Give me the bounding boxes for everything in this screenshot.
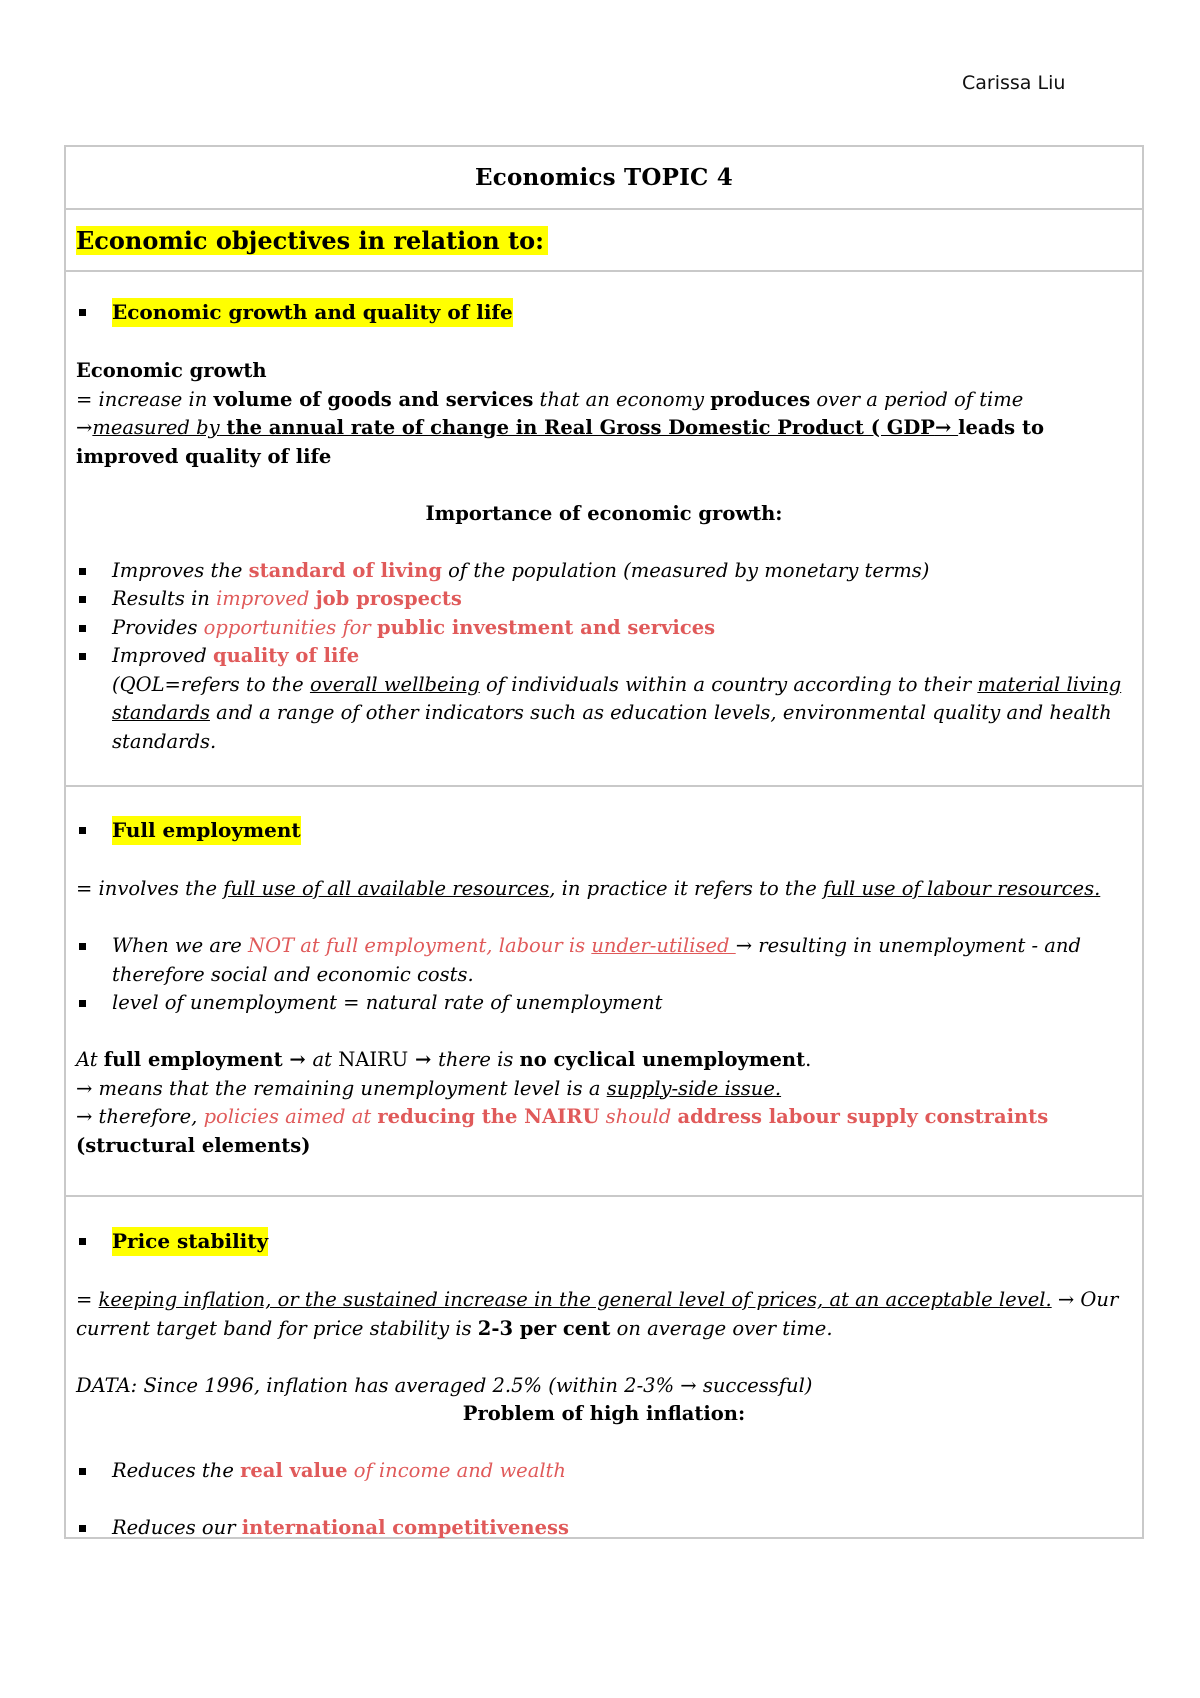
- document-title: Economics TOPIC 4: [475, 164, 733, 191]
- square-bullet-icon: [79, 827, 86, 834]
- nairu-line: At full employment → at NAIRU → there is no cyclical unemployment.: [76, 1048, 812, 1071]
- growth-heading-line: [76, 298, 1132, 329]
- price-stability-section: [66, 1195, 1142, 1537]
- growth-definition: = increase in volume of goods and services that an economy produces over a period of time: [76, 387, 1024, 411]
- inflation-problems-list-2: [76, 1514, 1132, 1543]
- square-bullet-icon: [79, 309, 86, 316]
- price-stability-definition: = keeping inflation, or the sustained increase in the general level of prices, at an acceptable level. → Our current target band for price stability is 2-3 per cent on average over time.: [76, 1288, 1119, 1340]
- list-item: Improved quality of life (QOL=refers to the overall wellbeing of individuals within a country according to their material living standards and a range of other indicators such as education levels, environmental quality and health standards.: [76, 642, 1132, 756]
- growth-section: [66, 270, 1142, 785]
- list-item: level of unemployment = natural rate of unemployment: [76, 989, 1132, 1018]
- problem-heading: Problem of high inflation:: [462, 1402, 746, 1425]
- full-employment-section: [66, 785, 1142, 1195]
- list-item: When we are NOT at full employment, labour is under-utilised → resulting in unemployment - and therefore social and economic costs.: [76, 932, 1132, 989]
- objectives-row: [66, 208, 1142, 270]
- growth-measure: →measured by the annual rate of change in Real Gross Domestic Product ( GDP→ leads to improved quality of life: [76, 416, 1044, 468]
- growth-subheading: Economic growth: [76, 359, 267, 382]
- full-employment-heading-line: [76, 816, 1132, 847]
- inflation-data-line: DATA: Since 1996, inflation has averaged 2.5% (within 2-3% → successful): [76, 1373, 813, 1397]
- objectives-heading: Economic objectives in relation to:: [76, 226, 548, 255]
- title-row: [66, 147, 1142, 208]
- price-stability-heading-line: [76, 1227, 1132, 1258]
- importance-list: [76, 557, 1132, 757]
- square-bullet-icon: [79, 1238, 86, 1245]
- list-item: Provides opportunities for public investment and services: [76, 614, 1132, 643]
- full-employment-list: [76, 932, 1132, 1018]
- author-name: Carissa Liu: [962, 72, 1066, 94]
- list-item: Results in improved job prospects: [76, 585, 1132, 614]
- list-item: Improves the standard of living of the population (measured by monetary terms): [76, 557, 1132, 586]
- full-employment-definition: = involves the full use of all available resources, in practice it refers to the full use of labour resources.: [76, 877, 1101, 900]
- price-stability-heading: Price stability: [112, 1227, 268, 1256]
- list-item: Reduces the real value of income and wealth: [76, 1457, 1132, 1486]
- importance-heading: Importance of economic growth:: [425, 501, 783, 525]
- growth-heading: Economic growth and quality of life: [112, 298, 513, 327]
- list-item: Reduces our international competitiveness: [76, 1514, 1132, 1543]
- inflation-problems-list: [76, 1457, 1132, 1486]
- notes-table: [64, 145, 1144, 1539]
- policy-line: → therefore, policies aimed at reducing the NAIRU should address labour supply constraints (structural elements): [76, 1105, 1049, 1157]
- supply-side-line: → means that the remaining unemployment level is a supply-side issue.: [76, 1076, 782, 1100]
- full-employment-heading: Full employment: [112, 816, 301, 845]
